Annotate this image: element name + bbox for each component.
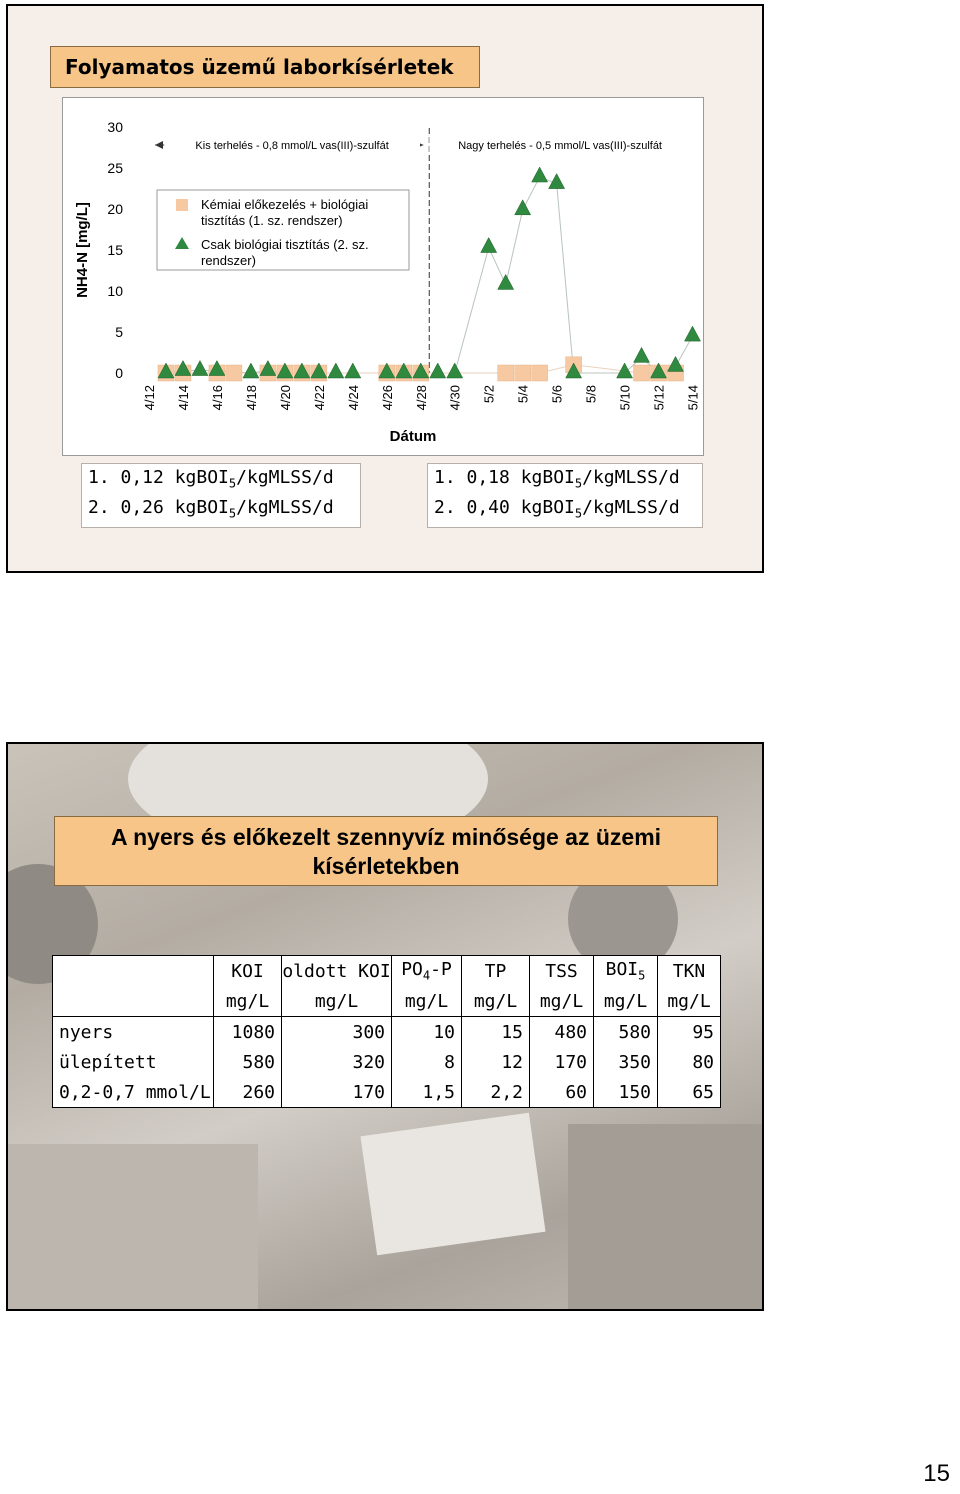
- row-label: ülepített: [53, 1047, 214, 1077]
- data-point-square: [532, 365, 548, 381]
- aerial-photo-field: [8, 1144, 258, 1311]
- data-point-square: [634, 365, 650, 381]
- data-point-triangle: [685, 326, 701, 341]
- legend-marker-square: [176, 199, 188, 211]
- y-tick-label: 30: [107, 119, 123, 135]
- table-cell: 65: [658, 1077, 721, 1108]
- column-header: TKN: [658, 956, 721, 987]
- x-tick-label: 4/16: [209, 385, 225, 411]
- table-cell: 60: [530, 1077, 594, 1108]
- data-point-triangle: [345, 363, 361, 378]
- load-note-right: [427, 463, 703, 528]
- table-cell: 1080: [214, 1017, 282, 1048]
- slide-title: [54, 816, 718, 886]
- unit-cell: mg/L: [392, 986, 462, 1017]
- data-point-triangle: [498, 274, 514, 289]
- table-cell: 95: [658, 1017, 721, 1048]
- x-tick-label: 4/12: [142, 385, 157, 411]
- column-header: KOI: [214, 956, 282, 987]
- table-cell: 300: [282, 1017, 392, 1048]
- unit-cell: mg/L: [658, 986, 721, 1017]
- x-tick-label: 4/26: [379, 385, 395, 411]
- x-tick-label: 4/24: [345, 385, 361, 411]
- quality-table: [52, 955, 721, 1108]
- column-header: $BOI_5$: [594, 956, 658, 987]
- legend-label: Csak biológiai tisztítás (2. sz.: [201, 237, 369, 252]
- unit-cell: mg/L: [462, 986, 530, 1017]
- data-point-triangle: [447, 363, 463, 378]
- x-tick-label: 5/14: [685, 385, 701, 411]
- chart-area: [62, 97, 704, 456]
- slide-title-line2: kísérletekben: [312, 853, 460, 879]
- slide-title-line1: A nyers és előkezelt szennyvíz minősége az üzemi: [110, 824, 662, 850]
- table-row: [53, 1017, 721, 1048]
- table-cell: 12: [462, 1047, 530, 1077]
- table-row: [53, 1047, 721, 1077]
- data-point-square: [226, 365, 242, 381]
- x-tick-label: 5/8: [583, 385, 599, 404]
- column-header: TSS: [530, 956, 594, 987]
- table-cell: 170: [282, 1077, 392, 1108]
- table-cell: 10: [392, 1017, 462, 1048]
- legend-label: tisztítás (1. sz. rendszer): [201, 213, 343, 228]
- unit-cell: mg/L: [530, 986, 594, 1017]
- table-corner-cell: [53, 986, 214, 1017]
- x-tick-label: 4/22: [311, 385, 327, 411]
- y-tick-label: 15: [107, 242, 123, 258]
- data-point-triangle: [634, 347, 650, 362]
- table-cell: 260: [214, 1077, 282, 1108]
- y-tick-label: 25: [107, 160, 123, 176]
- table-cell: 150: [594, 1077, 658, 1108]
- table-cell: 320: [282, 1047, 392, 1077]
- table-cell: 580: [594, 1017, 658, 1048]
- table-cell: 350: [594, 1047, 658, 1077]
- slide-title: Folyamatos üzemű laborkísérletek: [50, 46, 480, 88]
- data-point-triangle: [192, 361, 208, 376]
- column-header: TP: [462, 956, 530, 987]
- column-header: $PO_4-P$: [392, 956, 462, 987]
- table-cell: 1,5: [392, 1077, 462, 1108]
- load-note-right-line2: 2. 0,40 kgBOI$_5$/kgMLSS/d: [434, 496, 680, 521]
- phase-arrow-left-head: [155, 141, 163, 149]
- column-header: oldott KOI: [282, 956, 392, 987]
- y-tick-label: 10: [107, 283, 123, 299]
- legend-label: Kémiai előkezelés + biológiai: [201, 197, 369, 212]
- table-cell: 480: [530, 1017, 594, 1048]
- data-point-triangle: [515, 200, 531, 215]
- data-point-triangle: [430, 363, 446, 378]
- x-tick-label: 5/4: [515, 385, 531, 404]
- x-tick-label: 4/28: [413, 385, 429, 411]
- data-point-triangle: [532, 167, 548, 182]
- load-note-right-line1: 1. 0,18 kgBOI$_5$/kgMLSS/d: [434, 467, 680, 491]
- load-note-left-line1: 1. 0,12 kgBOI$_5$/kgMLSS/d: [88, 467, 334, 491]
- table-cell: 2,2: [462, 1077, 530, 1108]
- data-point-triangle: [668, 356, 684, 371]
- y-axis-label: NH4-N [mg/L]: [74, 202, 91, 298]
- data-point-square: [498, 365, 514, 381]
- y-tick-label: 20: [107, 201, 123, 217]
- table-corner-cell: [53, 956, 214, 987]
- y-tick-label: 5: [115, 324, 123, 340]
- data-point-triangle: [328, 363, 344, 378]
- x-tick-label: 4/18: [243, 385, 259, 411]
- table-cell: 170: [530, 1047, 594, 1077]
- load-note-left-line2: 2. 0,26 kgBOI$_5$/kgMLSS/d: [88, 496, 334, 521]
- table-cell: 8: [392, 1047, 462, 1077]
- data-point-triangle: [243, 363, 259, 378]
- unit-cell: mg/L: [214, 986, 282, 1017]
- row-label: 0,2-0,7 mmol/L: [53, 1077, 214, 1108]
- x-tick-label: 4/20: [277, 385, 293, 411]
- x-tick-label: 5/12: [651, 385, 667, 411]
- phase-label-high-load: Nagy terhelés - 0,5 mmol/L vas(III)-szulfát: [458, 140, 663, 152]
- slide-table: [6, 742, 764, 1311]
- table-row: [53, 1077, 721, 1108]
- x-tick-label: 5/10: [617, 385, 633, 411]
- table-units-row: [53, 986, 721, 1017]
- slide-chart: [6, 4, 764, 573]
- data-point-triangle: [481, 238, 497, 253]
- y-tick-label: 0: [115, 365, 123, 381]
- x-tick-label: 5/2: [481, 385, 497, 404]
- aerial-photo-building: [360, 1113, 545, 1255]
- x-tick-label: 4/14: [175, 385, 191, 411]
- aerial-photo-field: [568, 1124, 764, 1311]
- load-note-left: [81, 463, 361, 528]
- x-tick-label: 5/6: [549, 385, 565, 404]
- data-point-square: [515, 365, 531, 381]
- unit-cell: mg/L: [282, 986, 392, 1017]
- table-cell: 80: [658, 1047, 721, 1077]
- ammonium-chart: [63, 98, 703, 455]
- x-tick-label: 4/30: [447, 385, 463, 411]
- page-number: 15: [923, 1460, 950, 1487]
- table-cell: 15: [462, 1017, 530, 1048]
- row-label: nyers: [53, 1017, 214, 1048]
- phase-label-low-load: Kis terhelés - 0,8 mmol/L vas(III)-szulfát: [195, 140, 389, 152]
- table-cell: 580: [214, 1047, 282, 1077]
- unit-cell: mg/L: [594, 986, 658, 1017]
- legend-label: rendszer): [201, 253, 256, 268]
- table-header-row: [53, 956, 721, 987]
- x-axis-label: Dátum: [389, 428, 437, 445]
